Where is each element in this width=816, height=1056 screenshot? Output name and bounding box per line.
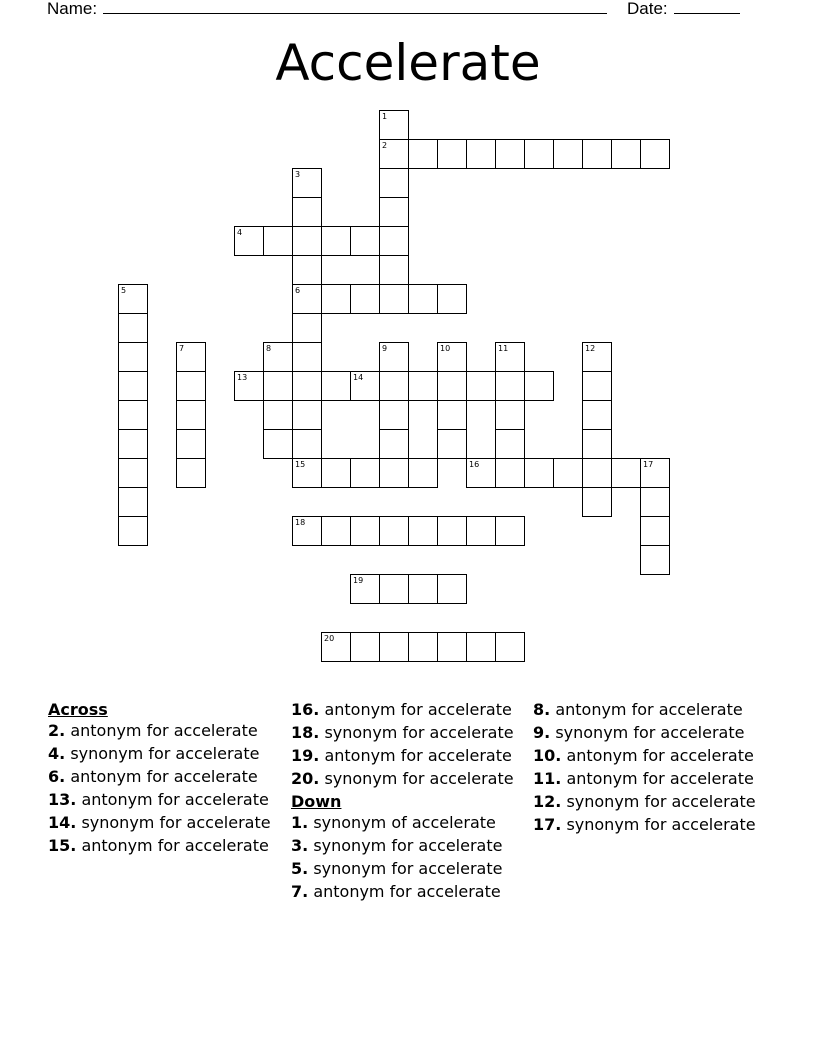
grid-cell[interactable] (263, 371, 293, 401)
grid-cell[interactable] (582, 400, 612, 430)
down-clue-12: 12. synonym for accelerate (533, 792, 756, 811)
grid-cell[interactable] (292, 197, 322, 227)
grid-cell[interactable] (321, 284, 351, 314)
grid-cell[interactable] (553, 139, 583, 169)
grid-cell[interactable] (437, 371, 467, 401)
grid-cell[interactable] (640, 545, 670, 575)
down-clue-1: 1. synonym of accelerate (291, 813, 496, 832)
grid-cell[interactable] (408, 284, 438, 314)
grid-cell[interactable] (524, 458, 554, 488)
grid-cell[interactable] (176, 458, 206, 488)
down-clue-9: 9. synonym for accelerate (533, 723, 745, 742)
grid-cell[interactable] (350, 516, 380, 546)
across-clue-2: 2. antonym for accelerate (48, 721, 258, 740)
down-clue-5: 5. synonym for accelerate (291, 859, 503, 878)
grid-cell[interactable] (379, 226, 409, 256)
across-clue-18: 18. synonym for accelerate (291, 723, 514, 742)
grid-cell[interactable] (350, 632, 380, 662)
grid-cell[interactable] (379, 458, 409, 488)
grid-cell[interactable] (408, 139, 438, 169)
grid-cell[interactable] (582, 371, 612, 401)
grid-cell[interactable] (379, 516, 409, 546)
grid-cell[interactable] (379, 284, 409, 314)
grid-cell[interactable] (408, 458, 438, 488)
grid-cell[interactable] (118, 400, 148, 430)
clue-number: 10 (440, 344, 451, 353)
grid-cell[interactable] (408, 516, 438, 546)
grid-cell[interactable] (524, 371, 554, 401)
clue-number: 2 (382, 141, 388, 150)
grid-cell[interactable] (582, 139, 612, 169)
grid-cell[interactable] (292, 371, 322, 401)
grid-cell[interactable] (118, 458, 148, 488)
clue-column-1 (48, 701, 283, 860)
down-clue-3: 3. synonym for accelerate (291, 836, 503, 855)
grid-cell[interactable] (118, 429, 148, 459)
grid-cell[interactable] (321, 458, 351, 488)
clue-number: 17 (643, 460, 654, 469)
across-clue-19: 19. antonym for accelerate (291, 746, 512, 765)
clue-number: 20 (324, 634, 335, 643)
grid-cell[interactable] (640, 516, 670, 546)
grid-cell[interactable] (495, 458, 525, 488)
grid-cell[interactable] (495, 371, 525, 401)
across-heading: Across (48, 700, 108, 719)
grid-cell[interactable] (611, 458, 641, 488)
grid-cell[interactable] (640, 487, 670, 517)
grid-cell[interactable] (263, 226, 293, 256)
grid-cell[interactable] (176, 429, 206, 459)
puzzle-title: Accelerate (275, 34, 541, 92)
clue-number: 16 (469, 460, 480, 469)
clue-number: 7 (179, 344, 185, 353)
grid-cell[interactable] (292, 255, 322, 285)
grid-cell[interactable] (408, 632, 438, 662)
clue-number: 9 (382, 344, 388, 353)
clue-number: 14 (353, 373, 364, 382)
grid-cell[interactable] (437, 139, 467, 169)
grid-cell[interactable] (292, 226, 322, 256)
across-clue-15: 15. antonym for accelerate (48, 836, 269, 855)
grid-cell[interactable] (408, 371, 438, 401)
clue-column-2 (291, 701, 526, 906)
clue-number: 19 (353, 576, 364, 585)
grid-cell[interactable] (611, 139, 641, 169)
across-clue-14: 14. synonym for accelerate (48, 813, 271, 832)
down-clue-8: 8. antonym for accelerate (533, 700, 743, 719)
down-clue-11: 11. antonym for accelerate (533, 769, 754, 788)
clue-number: 3 (295, 170, 301, 179)
down-clue-7: 7. antonym for accelerate (291, 882, 501, 901)
grid-cell[interactable] (495, 429, 525, 459)
grid-cell[interactable] (176, 371, 206, 401)
grid-cell[interactable] (582, 487, 612, 517)
grid-cell[interactable] (263, 400, 293, 430)
grid-cell[interactable] (640, 139, 670, 169)
name-label: Name: (47, 0, 98, 18)
grid-cell[interactable] (292, 400, 322, 430)
grid-cell[interactable] (495, 632, 525, 662)
grid-cell[interactable] (553, 458, 583, 488)
grid-cell[interactable] (379, 400, 409, 430)
grid-cell[interactable] (466, 139, 496, 169)
down-clue-10: 10. antonym for accelerate (533, 746, 754, 765)
grid-cell[interactable] (437, 574, 467, 604)
grid-cell[interactable] (495, 139, 525, 169)
grid-cell[interactable] (176, 400, 206, 430)
clue-column-3 (533, 701, 768, 839)
grid-cell[interactable] (321, 516, 351, 546)
grid-cell[interactable] (379, 255, 409, 285)
grid-cell[interactable] (379, 429, 409, 459)
grid-cell[interactable] (524, 139, 554, 169)
grid-cell[interactable] (118, 516, 148, 546)
grid-cell[interactable] (495, 400, 525, 430)
grid-cell[interactable] (118, 342, 148, 372)
grid-cell[interactable] (263, 429, 293, 459)
grid-cell[interactable] (379, 371, 409, 401)
grid-cell[interactable] (437, 284, 467, 314)
grid-cell[interactable] (582, 458, 612, 488)
grid-cell[interactable] (466, 516, 496, 546)
clue-number: 8 (266, 344, 272, 353)
clue-number: 6 (295, 286, 301, 295)
date-label: Date: (627, 0, 668, 18)
grid-cell[interactable] (582, 429, 612, 459)
across-clue-16: 16. antonym for accelerate (291, 700, 512, 719)
clue-number: 4 (237, 228, 243, 237)
grid-cell[interactable] (321, 371, 351, 401)
grid-cell[interactable] (118, 313, 148, 343)
grid-cell[interactable] (292, 313, 322, 343)
across-clue-6: 6. antonym for accelerate (48, 767, 258, 786)
grid-cell[interactable] (379, 197, 409, 227)
grid-cell[interactable] (350, 458, 380, 488)
grid-cell[interactable] (350, 226, 380, 256)
grid-cell[interactable] (379, 574, 409, 604)
grid-cell[interactable] (292, 429, 322, 459)
grid-cell[interactable] (437, 632, 467, 662)
down-clue-17: 17. synonym for accelerate (533, 815, 756, 834)
across-clue-4: 4. synonym for accelerate (48, 744, 260, 763)
grid-cell[interactable] (379, 632, 409, 662)
grid-cell[interactable] (118, 371, 148, 401)
grid-cell[interactable] (408, 574, 438, 604)
grid-cell[interactable] (437, 516, 467, 546)
grid-cell[interactable] (321, 226, 351, 256)
grid-cell[interactable] (292, 342, 322, 372)
grid-cell[interactable] (118, 487, 148, 517)
clue-number: 15 (295, 460, 306, 469)
clue-number: 11 (498, 344, 509, 353)
clue-number: 13 (237, 373, 248, 382)
grid-cell[interactable] (437, 400, 467, 430)
grid-cell[interactable] (437, 429, 467, 459)
clue-number: 1 (382, 112, 388, 121)
across-clue-13: 13. antonym for accelerate (48, 790, 269, 809)
down-heading: Down (291, 792, 342, 811)
grid-cell[interactable] (350, 284, 380, 314)
grid-cell[interactable] (495, 516, 525, 546)
clue-number: 5 (121, 286, 127, 295)
clue-number: 18 (295, 518, 306, 527)
across-clue-20: 20. synonym for accelerate (291, 769, 514, 788)
grid-cell[interactable] (466, 371, 496, 401)
grid-cell[interactable] (379, 168, 409, 198)
grid-cell[interactable] (466, 632, 496, 662)
clue-number: 12 (585, 344, 596, 353)
